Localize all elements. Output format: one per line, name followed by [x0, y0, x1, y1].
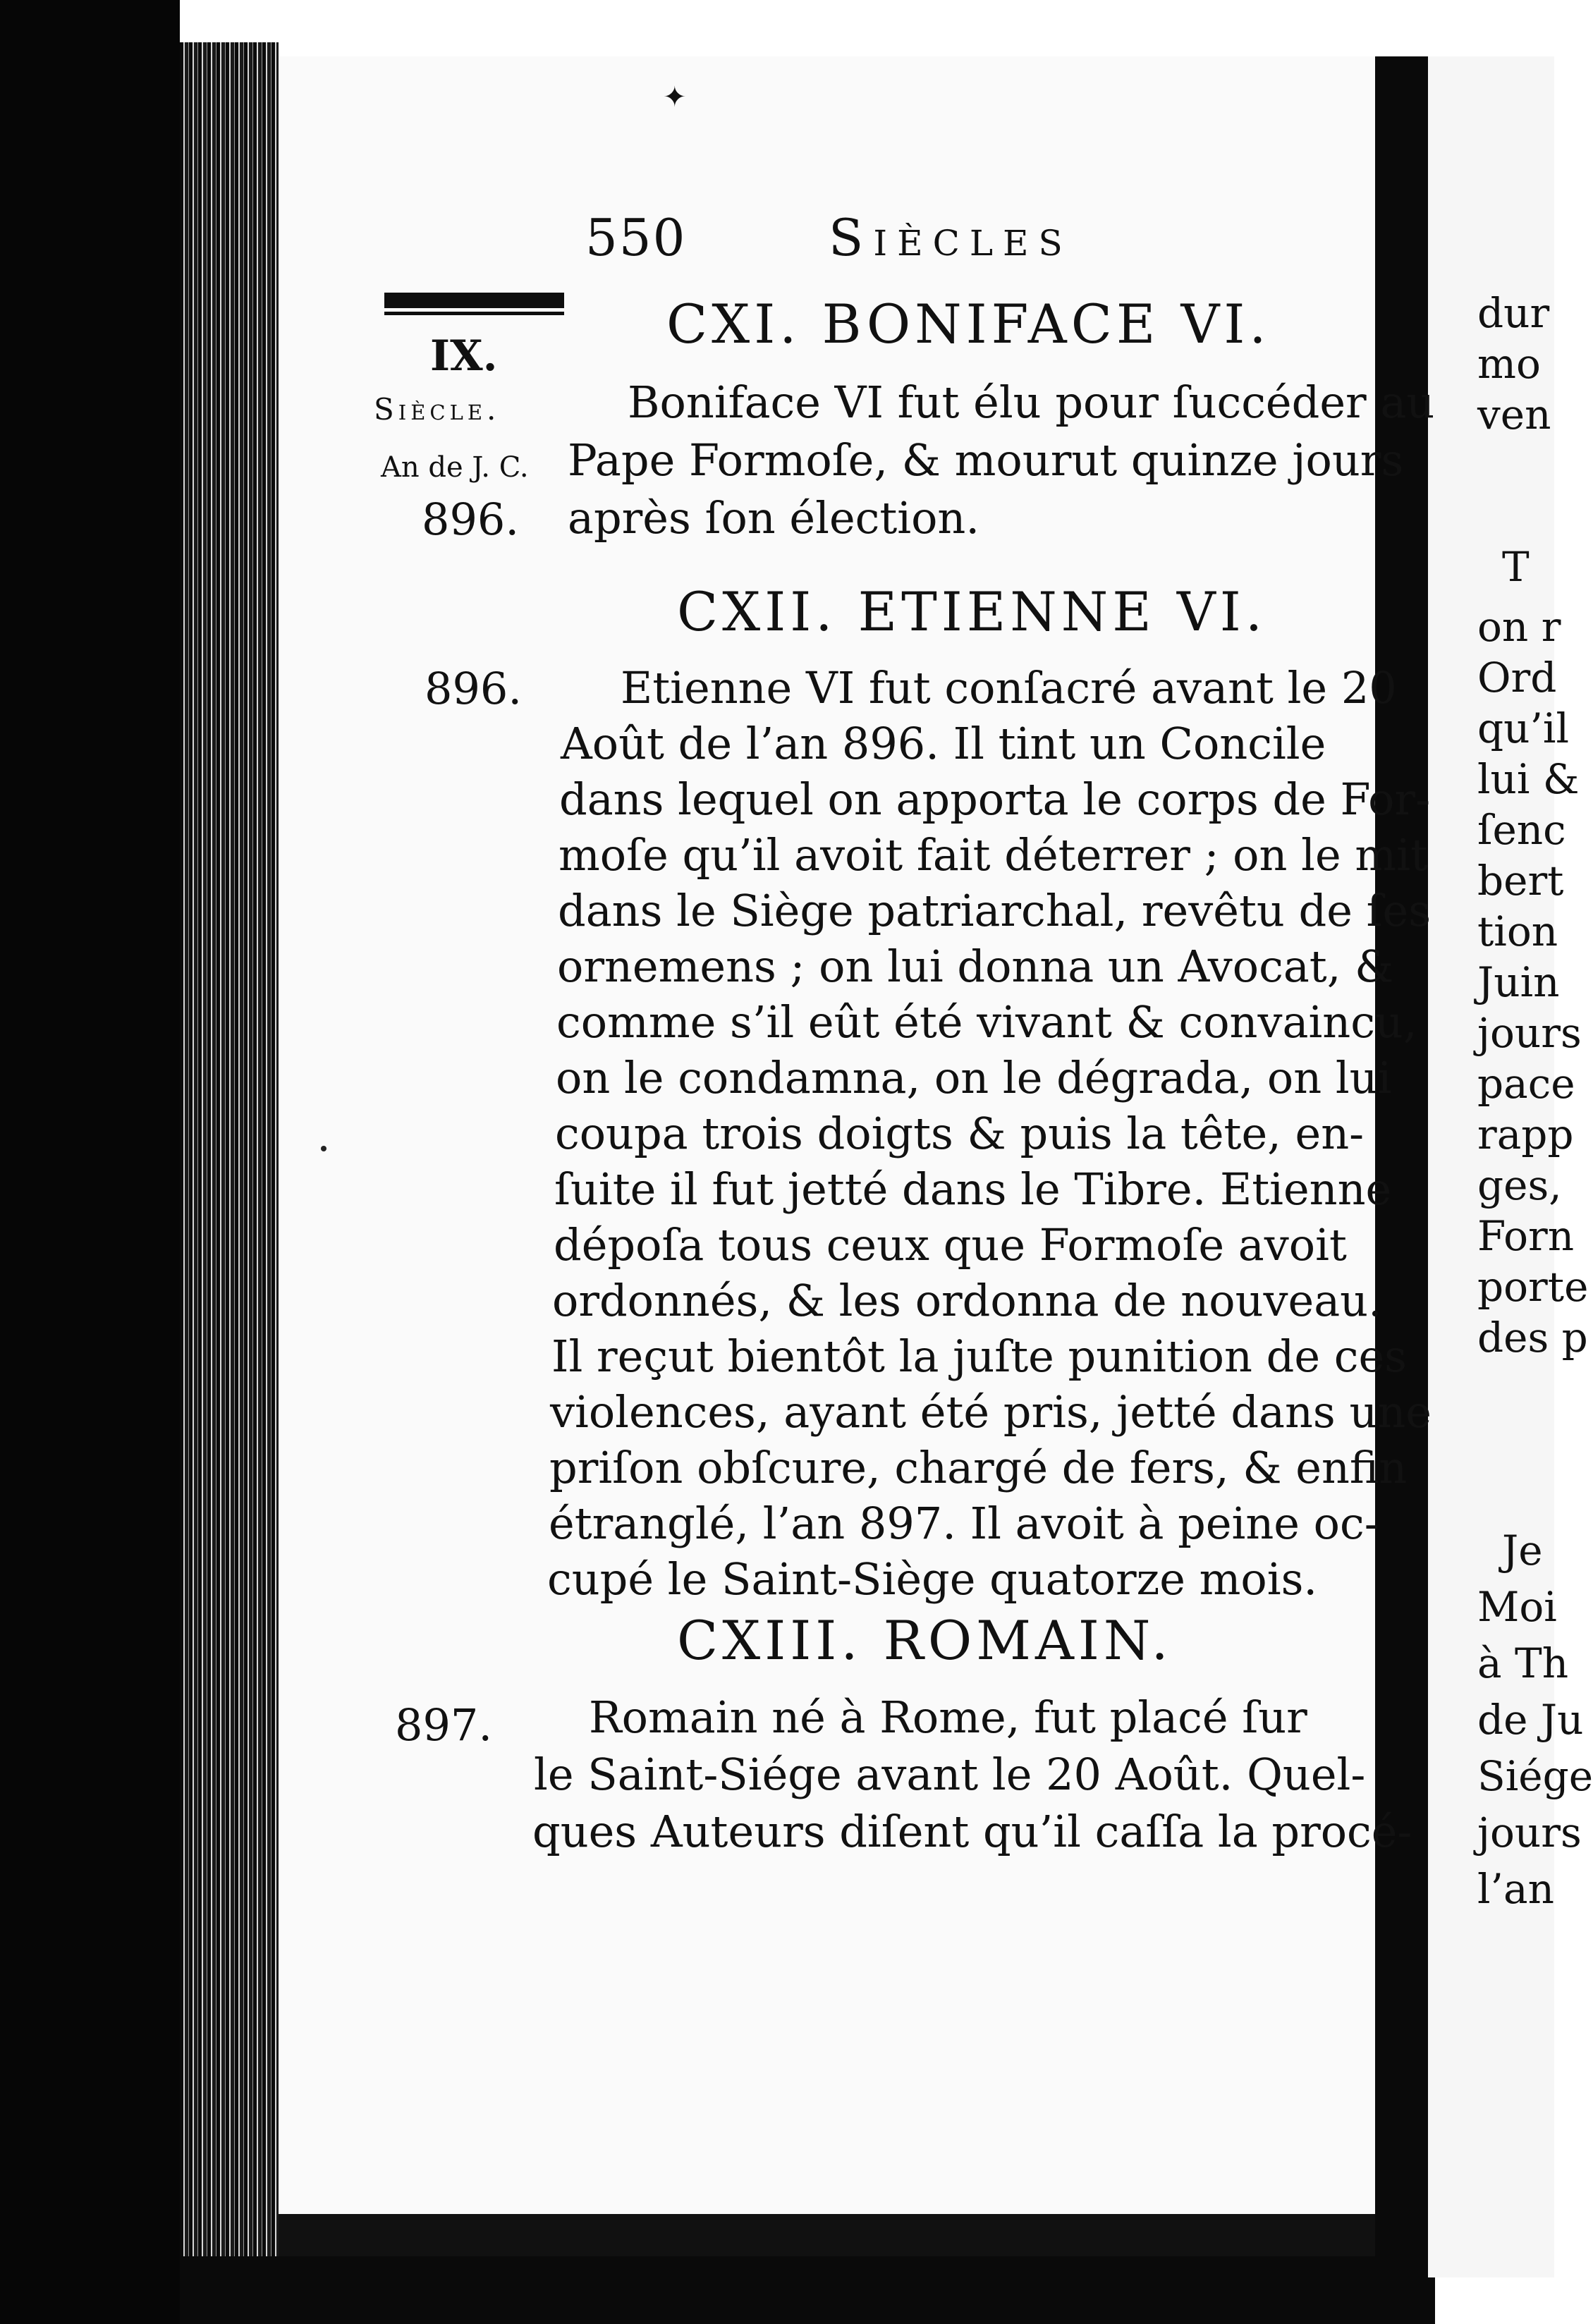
facing-page-fragment: tion: [1477, 907, 1558, 955]
ink-speck: [321, 1146, 326, 1151]
page-header: [0, 208, 1554, 271]
text-line: après ſon élection.: [568, 492, 980, 544]
margin-year: 896.: [425, 663, 523, 714]
facing-page-fragment: Siége: [1477, 1752, 1593, 1800]
facing-page-fragment: T: [1502, 543, 1530, 591]
margin-an-label: An de J. C.: [381, 451, 529, 484]
section-heading: CXI. BONIFACE VI.: [666, 293, 1271, 355]
margin-year: 896.: [422, 494, 520, 545]
facing-page-fragment: on r: [1477, 603, 1561, 651]
text-line: on le condamna, on le dégrada, on lui: [556, 1052, 1392, 1103]
facing-page-fragment: porte: [1477, 1263, 1589, 1311]
facing-page-fragment: jours: [1477, 1009, 1582, 1057]
text-line: étranglé, l’an 897. Il avoit à peine oc-: [549, 1498, 1379, 1549]
page-bottom-edge: [279, 2214, 1375, 2256]
facing-page-fragment: ven: [1477, 391, 1551, 439]
facing-page-fragment: dur: [1477, 289, 1550, 337]
text-line: comme s’il eût été vivant & convaincu,: [556, 996, 1417, 1048]
text-line: dépoſa tous ceux que Formoſe avoit: [554, 1219, 1347, 1271]
facing-page-fragment: jours: [1477, 1809, 1582, 1857]
facing-page-fragment: pace: [1477, 1060, 1575, 1108]
text-line: ordonnés, & les ordonna de nouveau.: [552, 1275, 1382, 1326]
facing-page-fragment: ges,: [1477, 1161, 1562, 1209]
text-line: ornemens ; on lui donna un Avocat, &: [557, 941, 1394, 992]
text-line: priſon obſcure, chargé de fers, & enfin: [549, 1442, 1408, 1493]
facing-page-fragment: ſenc: [1477, 806, 1566, 854]
running-title: Siècles: [829, 208, 1073, 267]
section-heading: CXIII. ROMAIN.: [677, 1609, 1173, 1672]
margin-century: IX.: [430, 331, 498, 381]
text-line: ſuite il fut jetté dans le Tibre. Etienne: [554, 1163, 1392, 1215]
facing-page-fragment: lui &: [1477, 755, 1580, 803]
facing-page-fragment: rapp: [1477, 1111, 1574, 1158]
text-line: cupé le Saint-Siège quatorze mois.: [547, 1553, 1318, 1605]
text-line: Pape Formoſe, & mourut quinze jours: [568, 434, 1404, 486]
facing-page-fragment: Ord: [1477, 654, 1557, 702]
text-line: Etienne VI fut conſacré avant le 20: [621, 662, 1397, 714]
facing-page-fragment: Je: [1502, 1527, 1543, 1574]
page-number: 550: [585, 208, 687, 267]
text-line: Boniface VI fut élu pour ſuccéder au: [628, 377, 1435, 428]
margin-rule: [384, 293, 564, 308]
text-line: Il reçut bientôt la juſte punition de ces: [551, 1331, 1407, 1382]
book-cover-shadow: [0, 0, 180, 2324]
margin-siecle-label: Siècle.: [374, 392, 501, 427]
text-line: Août de l’an 896. Il tint un Concile: [561, 718, 1326, 769]
facing-page-fragment: des p: [1477, 1314, 1588, 1362]
facing-page-fragment: l’an: [1477, 1865, 1554, 1913]
margin-year: 897.: [395, 1699, 493, 1751]
text-line: violences, ayant été pris, jetté dans une: [550, 1386, 1432, 1438]
ornament-mark: ✦: [663, 81, 687, 114]
facing-page-fragment: Moi: [1477, 1583, 1557, 1631]
text-line: le Saint-Siége avant le 20 Août. Quel-: [534, 1749, 1366, 1800]
page-edges: [180, 42, 279, 2263]
facing-page-fragment: bert: [1477, 857, 1564, 905]
text-line: dans le Siège patriarchal, revêtu de ſes: [558, 885, 1432, 936]
facing-page-fragment: à Th: [1477, 1639, 1569, 1687]
facing-page-fragment: qu’il: [1477, 704, 1570, 752]
text-line: dans lequel on apporta le corps de For-: [559, 773, 1431, 825]
facing-page-fragment: mo: [1477, 340, 1541, 388]
text-line: moſe qu’il avoit fait déterrer ; on le mit: [559, 829, 1428, 881]
facing-page-fragment: Forn: [1477, 1212, 1575, 1260]
book-bottom-shadow: [180, 2256, 1435, 2324]
text-line: ques Auteurs diſent qu’il caſſa la procé-: [532, 1806, 1412, 1857]
facing-page-fragment: Juin: [1477, 958, 1560, 1006]
text-line: coupa trois doigts & puis la tête, en-: [555, 1108, 1365, 1159]
section-heading: CXII. ETIENNE VI.: [677, 580, 1267, 643]
text-line: Romain né à Rome, fut placé ſur: [589, 1692, 1307, 1743]
facing-page-fragment: de Ju: [1477, 1696, 1584, 1744]
margin-rule-thin: [384, 312, 564, 315]
